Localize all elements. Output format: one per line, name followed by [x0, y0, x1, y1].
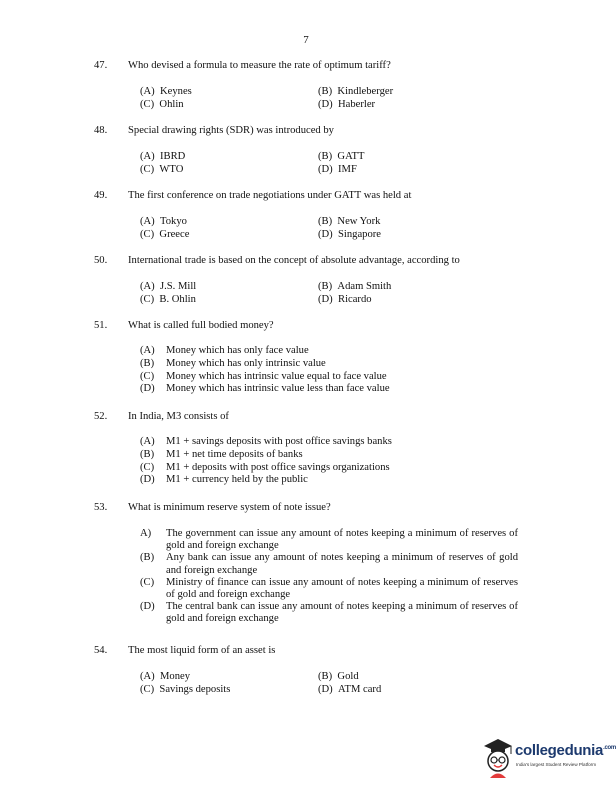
question-50 — [0, 254, 612, 268]
options — [140, 345, 520, 396]
question-number: 50. — [94, 255, 108, 266]
question-number: 54. — [94, 645, 108, 656]
option-label: (B) — [140, 552, 155, 564]
option-text: M1 + deposits with post office savings organizations — [166, 461, 390, 473]
option-row — [140, 449, 520, 462]
option-text: The central bank can issue any amount of notes keeping a minimum of reserves of gold and foreign exchange — [166, 601, 518, 625]
option-text: IBRD — [160, 151, 186, 162]
question-text: What is called full bodied money? — [128, 320, 274, 331]
option-row — [140, 601, 518, 625]
option-text: Ohlin — [159, 99, 184, 110]
option-text: New York — [337, 216, 381, 227]
option-text: IMF — [338, 164, 357, 175]
option-text: Ministry of finance can issue any amount of notes keeping a minimum of reserves of gold and foreign exchange — [166, 576, 518, 601]
option-label: (D) — [140, 601, 155, 613]
question-51 — [0, 319, 612, 333]
option-label: (C) — [140, 229, 155, 240]
option-text: Keynes — [160, 86, 192, 97]
question-53 — [0, 501, 612, 515]
option-row — [140, 383, 520, 396]
option-row — [140, 474, 520, 487]
option-label: (B) — [318, 151, 333, 162]
option-label: (B) — [318, 671, 333, 682]
option-label: (A) — [140, 671, 155, 682]
question-number: 48. — [94, 125, 108, 136]
option-label: (D) — [318, 684, 333, 695]
option-label: (A) — [140, 151, 155, 162]
option-text: M1 + net time deposits of banks — [166, 448, 303, 460]
option-label: (C) — [140, 576, 155, 588]
option-label: (D) — [318, 99, 333, 110]
option-text: Any bank can issue any amount of notes keeping a minimum of reserves of gold and foreign exchange — [166, 552, 518, 576]
option-text: Savings deposits — [159, 684, 231, 695]
option-text: Money which has only intrinsic value — [166, 357, 326, 369]
option-label: (D) — [318, 164, 333, 175]
option-label: (C) — [140, 684, 155, 695]
option-text: J.S. Mill — [160, 281, 197, 292]
option-text: M1 + currency held by the public — [166, 474, 308, 486]
question-number: 47. — [94, 60, 108, 71]
option-label: (A) — [140, 216, 155, 227]
option-row — [140, 371, 520, 384]
option-text: Gold — [337, 671, 359, 682]
option-label: (A) — [140, 345, 155, 356]
option-label: (D) — [140, 474, 155, 486]
question-text: The first conference on trade negotiations under GATT was held at — [128, 190, 412, 201]
question-number: 53. — [94, 502, 108, 513]
option-label: (D) — [140, 383, 155, 395]
option-row — [140, 436, 520, 449]
option-label: (B) — [318, 216, 333, 227]
option-label: (C) — [140, 461, 155, 473]
question-number: 52. — [94, 411, 108, 422]
option-text: Money — [160, 671, 191, 682]
question-text: Who devised a formula to measure the rate of optimum tariff? — [128, 60, 391, 71]
question-text: What is minimum reserve system of note issue? — [128, 502, 331, 513]
question-48 — [0, 124, 612, 138]
page-number: 7 — [303, 34, 309, 46]
option-label: (C) — [140, 99, 155, 110]
question-54 — [0, 644, 612, 658]
option-text: Singapore — [338, 229, 381, 240]
question-text: The most liquid form of an asset is — [128, 645, 276, 656]
option-text: Kindleberger — [337, 86, 394, 97]
option-text: Ricardo — [338, 294, 372, 305]
question-text: Special drawing rights (SDR) was introduced by — [128, 125, 334, 136]
option-row — [140, 358, 520, 371]
question-49 — [0, 189, 612, 203]
option-text: Adam Smith — [337, 281, 392, 292]
option-text: WTO — [159, 164, 184, 175]
option-row — [140, 462, 520, 475]
option-text: GATT — [337, 151, 365, 162]
question-52 — [0, 410, 612, 424]
question-number: 49. — [94, 190, 108, 201]
option-label: (A) — [140, 86, 155, 97]
option-text: M1 + savings deposits with post office savings banks — [166, 436, 392, 447]
option-row — [140, 577, 518, 601]
brand-tagline: India's largest Student Review Platform — [516, 762, 597, 767]
question-text: In India, M3 consists of — [128, 411, 229, 422]
mascot-icon — [482, 736, 514, 780]
option-label: (D) — [318, 229, 333, 240]
option-row — [140, 552, 518, 576]
question-47 — [0, 59, 612, 73]
option-label: (A) — [140, 436, 155, 447]
option-text: Tokyo — [160, 216, 187, 227]
option-text: ATM card — [338, 684, 382, 695]
option-text: Money which has intrinsic value less than face value — [166, 383, 390, 395]
option-label: (D) — [318, 294, 333, 305]
option-label: (B) — [140, 448, 155, 460]
option-label: (B) — [318, 281, 333, 292]
option-label: (C) — [140, 164, 155, 175]
question-number: 51. — [94, 320, 108, 331]
option-text: Haberler — [338, 99, 376, 110]
option-row — [140, 528, 518, 552]
option-label: (B) — [318, 86, 333, 97]
option-label: (A) — [140, 281, 155, 292]
collegedunia-logo — [482, 736, 616, 780]
option-label: A) — [140, 528, 152, 539]
options — [140, 436, 520, 487]
option-text: Money which has intrinsic value equal to face value — [166, 370, 387, 382]
option-text: Money which has only face value — [166, 345, 309, 356]
option-label: (B) — [140, 357, 155, 369]
option-text: B. Ohlin — [159, 294, 196, 305]
question-text: International trade is based on the concept of absolute advantage, according to — [128, 255, 460, 266]
brand-name: collegedunia$^{.com}$ — [515, 742, 616, 759]
options — [140, 528, 518, 626]
option-text: Greece — [159, 229, 190, 240]
option-label: (C) — [140, 294, 155, 305]
option-text: The government can issue any amount of notes keeping a minimum of reserves of gold and foreign exchange — [166, 528, 518, 552]
option-label: (C) — [140, 370, 155, 382]
option-row — [140, 345, 520, 358]
